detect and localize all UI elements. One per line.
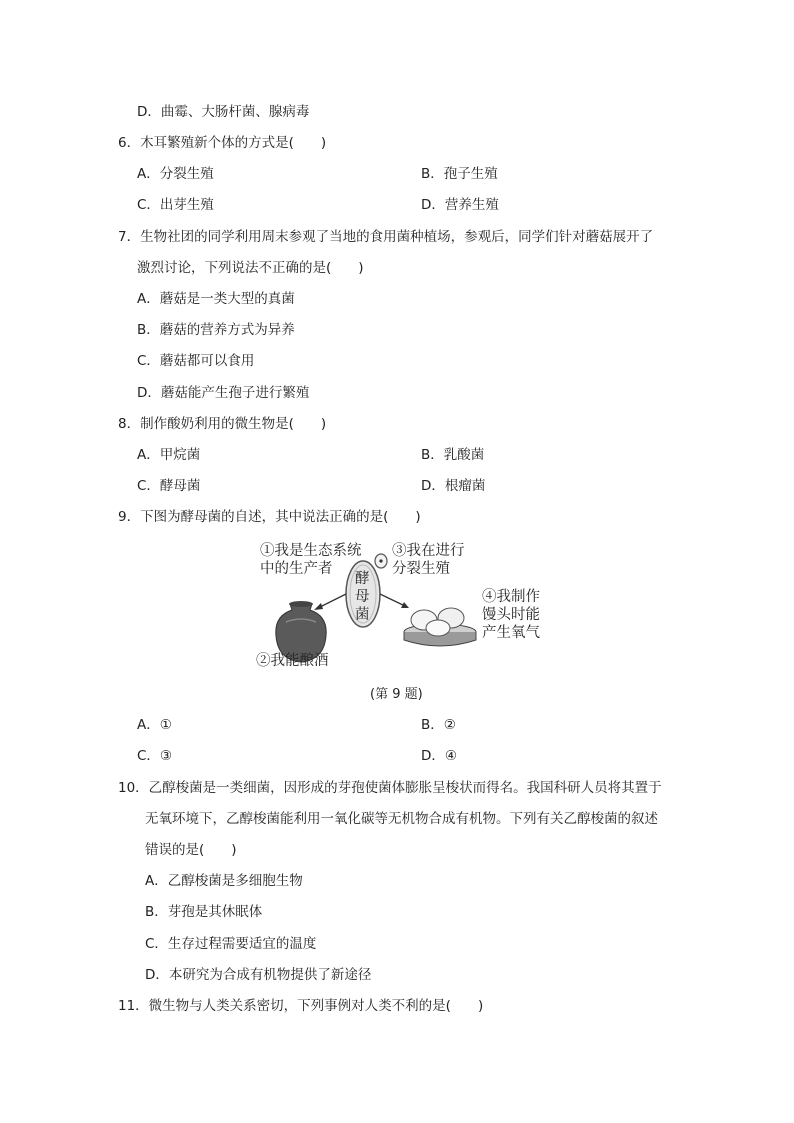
- label-3-line2: 分裂生殖: [392, 561, 450, 577]
- label-4-line2: 馒头时能: [482, 607, 540, 623]
- q10-stem-line3: 错误的是( ): [145, 842, 237, 858]
- label-3-line1: ③我在进行: [392, 543, 465, 559]
- q7-stem-line1: 7．生物社团的同学利用周末参观了当地的食用菌种植场，参观后，同学们针对蘑菇展开了: [118, 229, 654, 245]
- steamed-buns-icon: [404, 608, 476, 646]
- arrow-to-buns: [380, 594, 409, 608]
- q10-option-c: C．生存过程需要适宜的温度: [145, 936, 317, 952]
- q10-option-d: D．本研究为合成有机物提供了新途径: [145, 967, 372, 983]
- label-2: ②我能酿酒: [256, 653, 329, 669]
- q6-option-a: A．分裂生殖: [137, 166, 214, 182]
- q11-stem: 11．微生物与人类关系密切，下列事例对人类不利的是( ): [118, 998, 484, 1014]
- q10-stem-line2: 无氧环境下，乙醇梭菌能利用一氧化碳等无机物合成有机物。下列有关乙醇梭菌的叙述: [145, 811, 658, 827]
- q7-option-d: D．蘑菇能产生孢子进行繁殖: [137, 385, 310, 401]
- q8-option-a: A．甲烷菌: [137, 447, 201, 463]
- label-4-line3: 产生氧气: [482, 625, 540, 641]
- q8-stem: 8．制作酸奶利用的微生物是( ): [118, 416, 327, 432]
- q6-option-c: C．出芽生殖: [137, 197, 214, 213]
- q7-option-a: A．蘑菇是一类大型的真菌: [137, 291, 295, 307]
- yeast-figure: [250, 536, 550, 676]
- q7-option-c: C．蘑菇都可以食用: [137, 353, 255, 369]
- q6-option-d: D．营养生殖: [421, 197, 499, 213]
- q9-option-d: D．④: [421, 748, 457, 764]
- q6-stem: 6．木耳繁殖新个体的方式是( ): [118, 135, 327, 151]
- label-1-line1: ①我是生态系统: [260, 543, 362, 559]
- yeast-char-2: 母: [355, 589, 370, 605]
- yeast-char-1: 酵: [355, 571, 370, 587]
- q10-option-a: A．乙醇梭菌是多细胞生物: [145, 873, 303, 889]
- q9-option-c: C．③: [137, 748, 173, 764]
- yeast-bud-icon: [375, 554, 387, 568]
- q7-stem-line2: 激烈讨论，下列说法不正确的是( ): [137, 260, 364, 276]
- q5-option-d: D．曲霉、大肠杆菌、腺病毒: [137, 104, 310, 120]
- q10-option-b: B．芽孢是其休眠体: [145, 904, 263, 920]
- q8-option-c: C．酵母菌: [137, 478, 201, 494]
- q9-option-a: A．①: [137, 717, 172, 733]
- q7-option-b: B．蘑菇的营养方式为异养: [137, 322, 295, 338]
- q9-figure-caption: (第 9 题): [370, 687, 423, 702]
- q8-option-b: B．乳酸菌: [421, 447, 485, 463]
- q6-option-b: B．孢子生殖: [421, 166, 498, 182]
- label-1-line2: 中的生产者: [260, 561, 333, 577]
- q10-stem-line1: 10．乙醇梭菌是一类细菌，因形成的芽孢使菌体膨胀呈梭状而得名。我国科研人员将其置于: [118, 780, 662, 796]
- q9-stem: 9．下图为酵母菌的自述，其中说法正确的是( ): [118, 509, 421, 525]
- q9-option-b: B．②: [421, 717, 456, 733]
- arrow-to-jar: [314, 594, 346, 610]
- label-4-line1: ④我制作: [482, 589, 540, 605]
- q8-option-d: D．根瘤菌: [421, 478, 486, 494]
- yeast-char-3: 菌: [355, 607, 370, 623]
